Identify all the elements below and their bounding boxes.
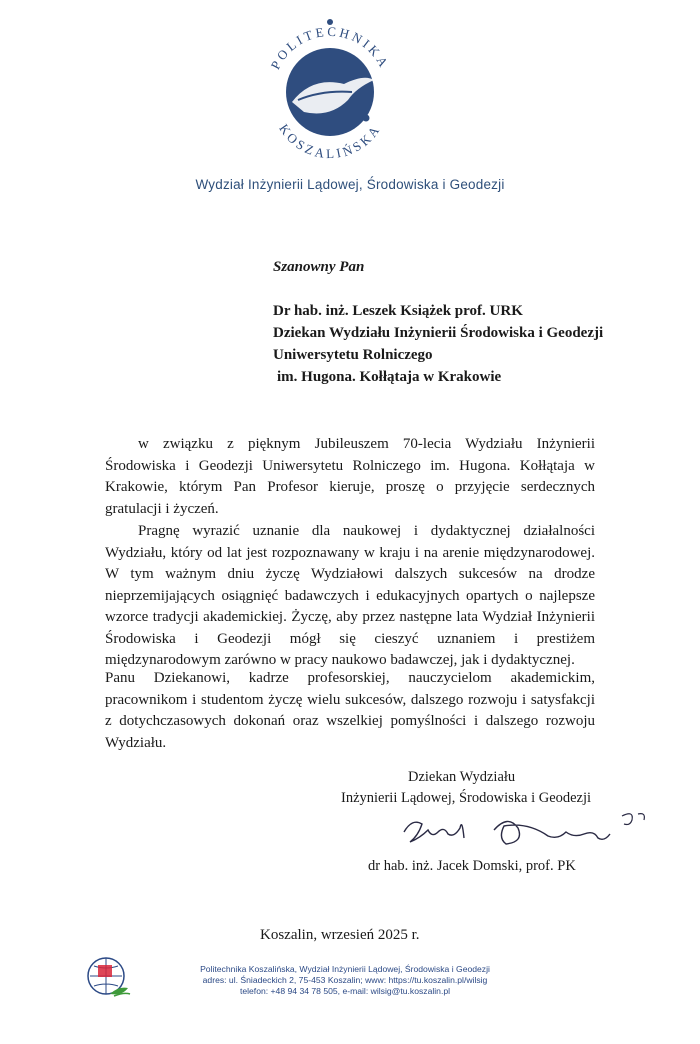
place-and-date: Koszalin, wrzesień 2025 r.	[260, 927, 420, 943]
footer-address: adres: ul. Śniadeckich 2, 75-453 Koszalin; www: https://tu.koszalin.pl/wilsig	[202, 975, 488, 985]
logo-upper-text: POLITECHNIKA	[267, 23, 393, 72]
paragraph-1: w związku z pięknym Jubileuszem 70-lecia Wydziału Inżynierii Środowiska i Geodezji Uniwersytetu Rolniczego im. Hugona. Kołłątaja w Krakowie, którym Pan Profesor kieruje, proszę o przyjęcie serdecznych gratulacji i życzeń.	[105, 436, 595, 517]
handwritten-signature	[398, 808, 658, 856]
signatory-name: dr hab. inż. Jacek Domski, prof. PK	[368, 858, 576, 874]
recipient-line-1: Dr hab. inż. Leszek Książek prof. URK	[273, 303, 523, 319]
footer-phone-email: telefon: +48 94 34 78 505, e-mail: wilsig@tu.koszalin.pl	[239, 986, 451, 996]
paragraph-2: Pragnę wyrazić uznanie dla naukowej i dydaktycznej działalności Wydziału, który od lat jest rozpoznawany w kraju i na arenie międzynarodowej. W tym ważnym dniu życzę Wydziałowi dalszych sukcesów na drodze nieprzemijających osiągnięć badawczych i edukacyjnych opartych o najlepsze wzorce tradycji akademickiej. Życzę, aby przez następne lata Wydział Inżynierii Środowiska i Geodezji mógł się cieszyć uznaniem i prestiżem międzynarodowym zarówno w pracy naukowo badawczej, jak i dydaktycznej.	[105, 523, 595, 668]
salutation: Szanowny Pan	[273, 259, 365, 275]
paragraph-3: Panu Dziekanowi, kadrze profesorskiej, nauczycielom akademickim, pracownikom i studentom życzę wielu sukcesów, dalszego rozwoju i satysfakcji z dotychczasowych dokonań oraz wszelkiej pomyślności i dalszego rozwoju Wydziału.	[105, 670, 595, 751]
signatory-title-1: Dziekan Wydziału	[408, 769, 516, 785]
recipient-line-4: im. Hugona. Kołłątaja w Krakowie	[277, 369, 502, 385]
signatory-title-2: Inżynierii Lądowej, Środowiska i Geodezji	[341, 790, 592, 806]
recipient-line-2: Dziekan Wydziału Inżynierii Środowiska i Geodezji	[273, 325, 604, 341]
globe-logo-icon	[84, 952, 132, 1000]
university-logo	[252, 14, 408, 170]
footer-contact	[200, 964, 490, 997]
footer-line-1: Politechnika Koszalińska, Wydział Inżynierii Lądowej, Środowiska i Geodezji	[200, 964, 490, 974]
faculty-header: Wydział Inżynierii Lądowej, Środowiska i Geodezji	[195, 177, 505, 192]
logo-lower-text: KOSZALIŃSKA	[276, 121, 384, 162]
recipient-line-3: Uniwersytetu Rolniczego	[273, 347, 433, 363]
